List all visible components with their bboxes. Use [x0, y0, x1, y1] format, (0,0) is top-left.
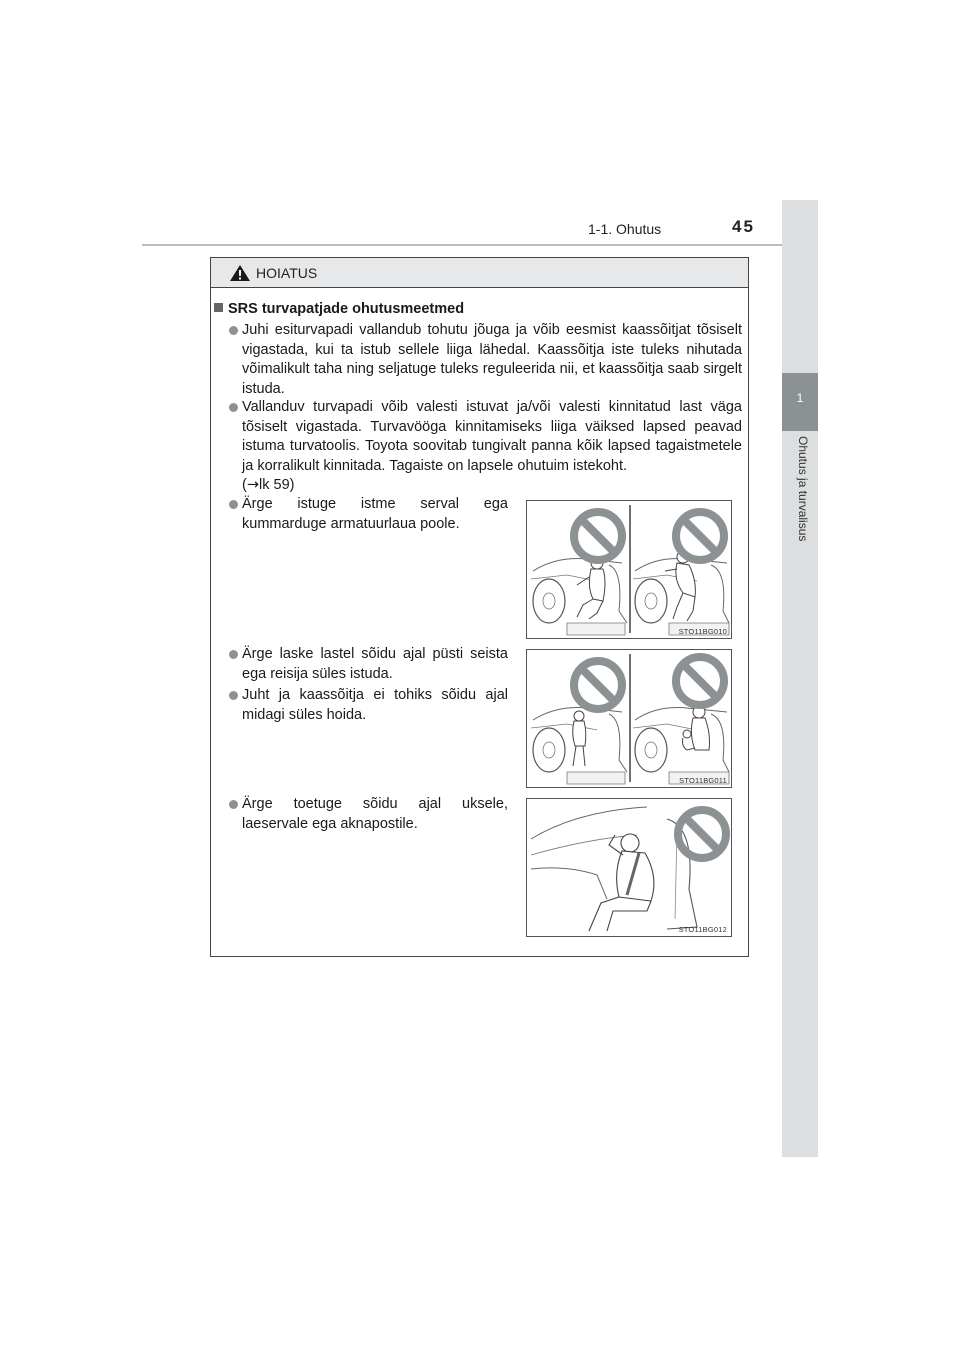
page-reference[interactable]: (→lk 59) — [242, 477, 295, 493]
bullet-item: Juhi esiturvapadi vallandub tohutu jõuga ja võib eesmist kaassõitjat tõsiselt vigastada, kui ta istub sellele liiga lähedal. Kaassõitja iste tuleks nihutada võimalikult taha ning seljatuge tuleks reguleerida nii, et kaassõitja saab sirgelt istuda. — [242, 321, 742, 399]
bullet-item: Vallanduv turvapadi võib valesti istuvat ja/või valesti kinnitatud last väga tõsiselt vigastada. Turvavööga kinnitamiseks liiga väiksed lapsed peavad istuma turvatoolis. Toyota soovitab tungivalt panna kõik lapsed tagaistmetele ja korralikult kinnitada. Tagaiste on lapsele ohutuim istekoht. (→lk 59) — [242, 398, 742, 496]
illustration-child-standing — [526, 649, 732, 788]
bullet-dot-icon — [229, 691, 238, 700]
arrow-right-icon: → — [246, 477, 259, 493]
bullet-item: Ärge laske lastel sõidu ajal püsti seista ega reisija süles istuda. — [242, 645, 508, 684]
prohibition-icon — [569, 507, 627, 565]
illustration-leaning-forward — [526, 500, 732, 639]
section-title: 1-1. Ohutus — [588, 221, 662, 237]
warning-triangle-icon — [229, 264, 251, 282]
warning-title: HOIATUS — [256, 265, 318, 281]
bullet-dot-icon — [229, 500, 238, 509]
illustration-leaning-on-door — [526, 798, 732, 937]
chapter-side-band — [782, 200, 818, 1157]
bullet-dot-icon — [229, 800, 238, 809]
figure-code: STO11BG012 — [678, 925, 727, 934]
prohibition-icon — [569, 656, 627, 714]
figure-code: STO11BG010 — [678, 627, 727, 636]
bullet-dot-icon — [229, 403, 238, 412]
prohibition-icon — [671, 652, 729, 710]
figure-code: STO11BG011 — [679, 776, 727, 785]
warning-box — [210, 257, 749, 957]
section-heading: SRS turvapatjade ohutusmeetmed — [214, 301, 464, 317]
bullet-item: Ärge toetuge sõidu ajal uksele, laeservale ega aknapostile. — [242, 795, 508, 834]
square-bullet-icon — [214, 303, 223, 312]
bullet-item: Ärge istuge istme serval ega kummarduge armatuurlaua poole. — [242, 495, 508, 534]
warning-header — [211, 258, 748, 288]
chapter-title: Ohutus ja turvalisus — [796, 436, 810, 542]
prohibition-icon — [671, 507, 729, 565]
header-divider — [142, 244, 818, 246]
prohibition-icon — [673, 805, 731, 863]
chapter-number: 1 — [796, 391, 804, 405]
page-number: 45 — [732, 217, 755, 236]
bullet-dot-icon — [229, 326, 238, 335]
bullet-dot-icon — [229, 650, 238, 659]
bullet-item: Juht ja kaassõitja ei tohiks sõidu ajal midagi süles hoida. — [242, 686, 508, 725]
